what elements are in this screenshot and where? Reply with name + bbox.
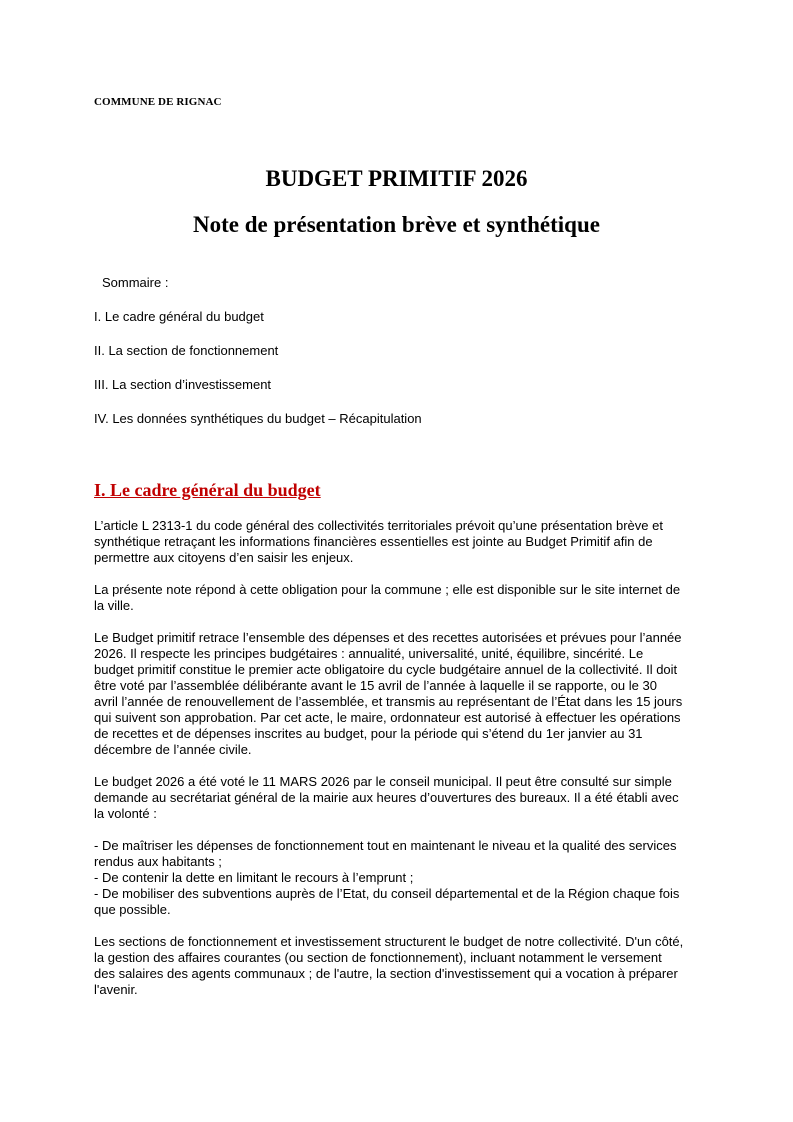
- text-line: de recettes et de dépenses inscrites au budget, pour la période qui s’étend du 1er janvier au 31: [94, 726, 643, 741]
- text-line: - De contenir la dette en limitant le recours à l’emprunt ;: [94, 870, 414, 885]
- toc-item: II. La section de fonctionnement: [94, 343, 279, 358]
- text-line: rendus aux habitants ;: [94, 854, 222, 869]
- text-line: être voté par l’assemblée délibérante avant le 15 avril de l’année à laquelle il se rapporte, ou le 30: [94, 678, 657, 693]
- paragraph: [94, 838, 706, 918]
- text-line: des salaires des agents communaux ; de l'autre, la section d'investissement qui a vocation à préparer: [94, 966, 678, 981]
- text-line: - De mobiliser des subventions auprès de l’Etat, du conseil départemental et de la Région chaque fois: [94, 886, 680, 901]
- toc-heading: Sommaire :: [102, 275, 169, 290]
- toc-item: I. Le cadre général du budget: [94, 309, 264, 324]
- toc-item: IV. Les données synthétiques du budget – Récapitulation: [94, 411, 422, 426]
- paragraph: [94, 934, 706, 998]
- paragraph: [94, 630, 706, 758]
- document-subtitle: Note de présentation brève et synthétique: [193, 212, 600, 237]
- toc-item: III. La section d’investissement: [94, 377, 272, 392]
- section-body: [94, 518, 706, 1014]
- text-line: la ville.: [94, 598, 134, 613]
- commune-name: COMMUNE DE RIGNAC: [94, 96, 222, 108]
- text-line: permettre aux citoyens d’en saisir les enjeux.: [94, 550, 354, 565]
- text-line: la gestion des affaires courantes (ou section de fonctionnement), incluant notamment le versement: [94, 950, 662, 965]
- text-line: 2026. Il respecte les principes budgétaires : annualité, universalité, unité, équilibre, sincérité. Le: [94, 646, 644, 661]
- section-heading: I. Le cadre général du budget: [94, 480, 321, 500]
- paragraph: [94, 518, 706, 566]
- text-line: budget primitif constitue le premier acte obligatoire du cycle budgétaire annuel de la collectivité. Il doit: [94, 662, 678, 677]
- text-line: La présente note répond à cette obligation pour la commune ; elle est disponible sur le site internet de: [94, 582, 681, 597]
- text-line: la volonté :: [94, 806, 157, 821]
- text-line: que possible.: [94, 902, 171, 917]
- text-line: Le Budget primitif retrace l’ensemble des dépenses et des recettes autorisées et prévues pour l’année: [94, 630, 682, 645]
- document-title: BUDGET PRIMITIF 2026: [265, 166, 528, 191]
- text-line: l'avenir.: [94, 982, 138, 997]
- text-line: Les sections de fonctionnement et investissement structurent le budget de notre collectivité. D'un côté,: [94, 934, 684, 949]
- text-line: demande au secrétariat général de la mairie aux heures d’ouvertures des bureaux. Il a été établi avec: [94, 790, 679, 805]
- text-line: Le budget 2026 a été voté le 11 MARS 2026 par le conseil municipal. Il peut être consulté sur simple: [94, 774, 672, 789]
- text-line: synthétique retraçant les informations financières essentielles est jointe au Budget Primitif afin de: [94, 534, 653, 549]
- text-line: qui suivent son approbation. Par cet acte, le maire, ordonnateur est autorisé à effectuer les opérations: [94, 710, 681, 725]
- text-line: L’article L 2313-1 du code général des collectivités territoriales prévoit qu’une présentation brève et: [94, 518, 663, 533]
- paragraph: [94, 774, 706, 822]
- text-line: avril l’année de renouvellement de l’assemblée, et transmis au représentant de l’État dans les 15 jours: [94, 694, 683, 709]
- text-line: - De maîtriser les dépenses de fonctionnement tout en maintenant le niveau et la qualité des services: [94, 838, 677, 853]
- paragraph: [94, 582, 706, 614]
- text-line: décembre de l’année civile.: [94, 742, 252, 757]
